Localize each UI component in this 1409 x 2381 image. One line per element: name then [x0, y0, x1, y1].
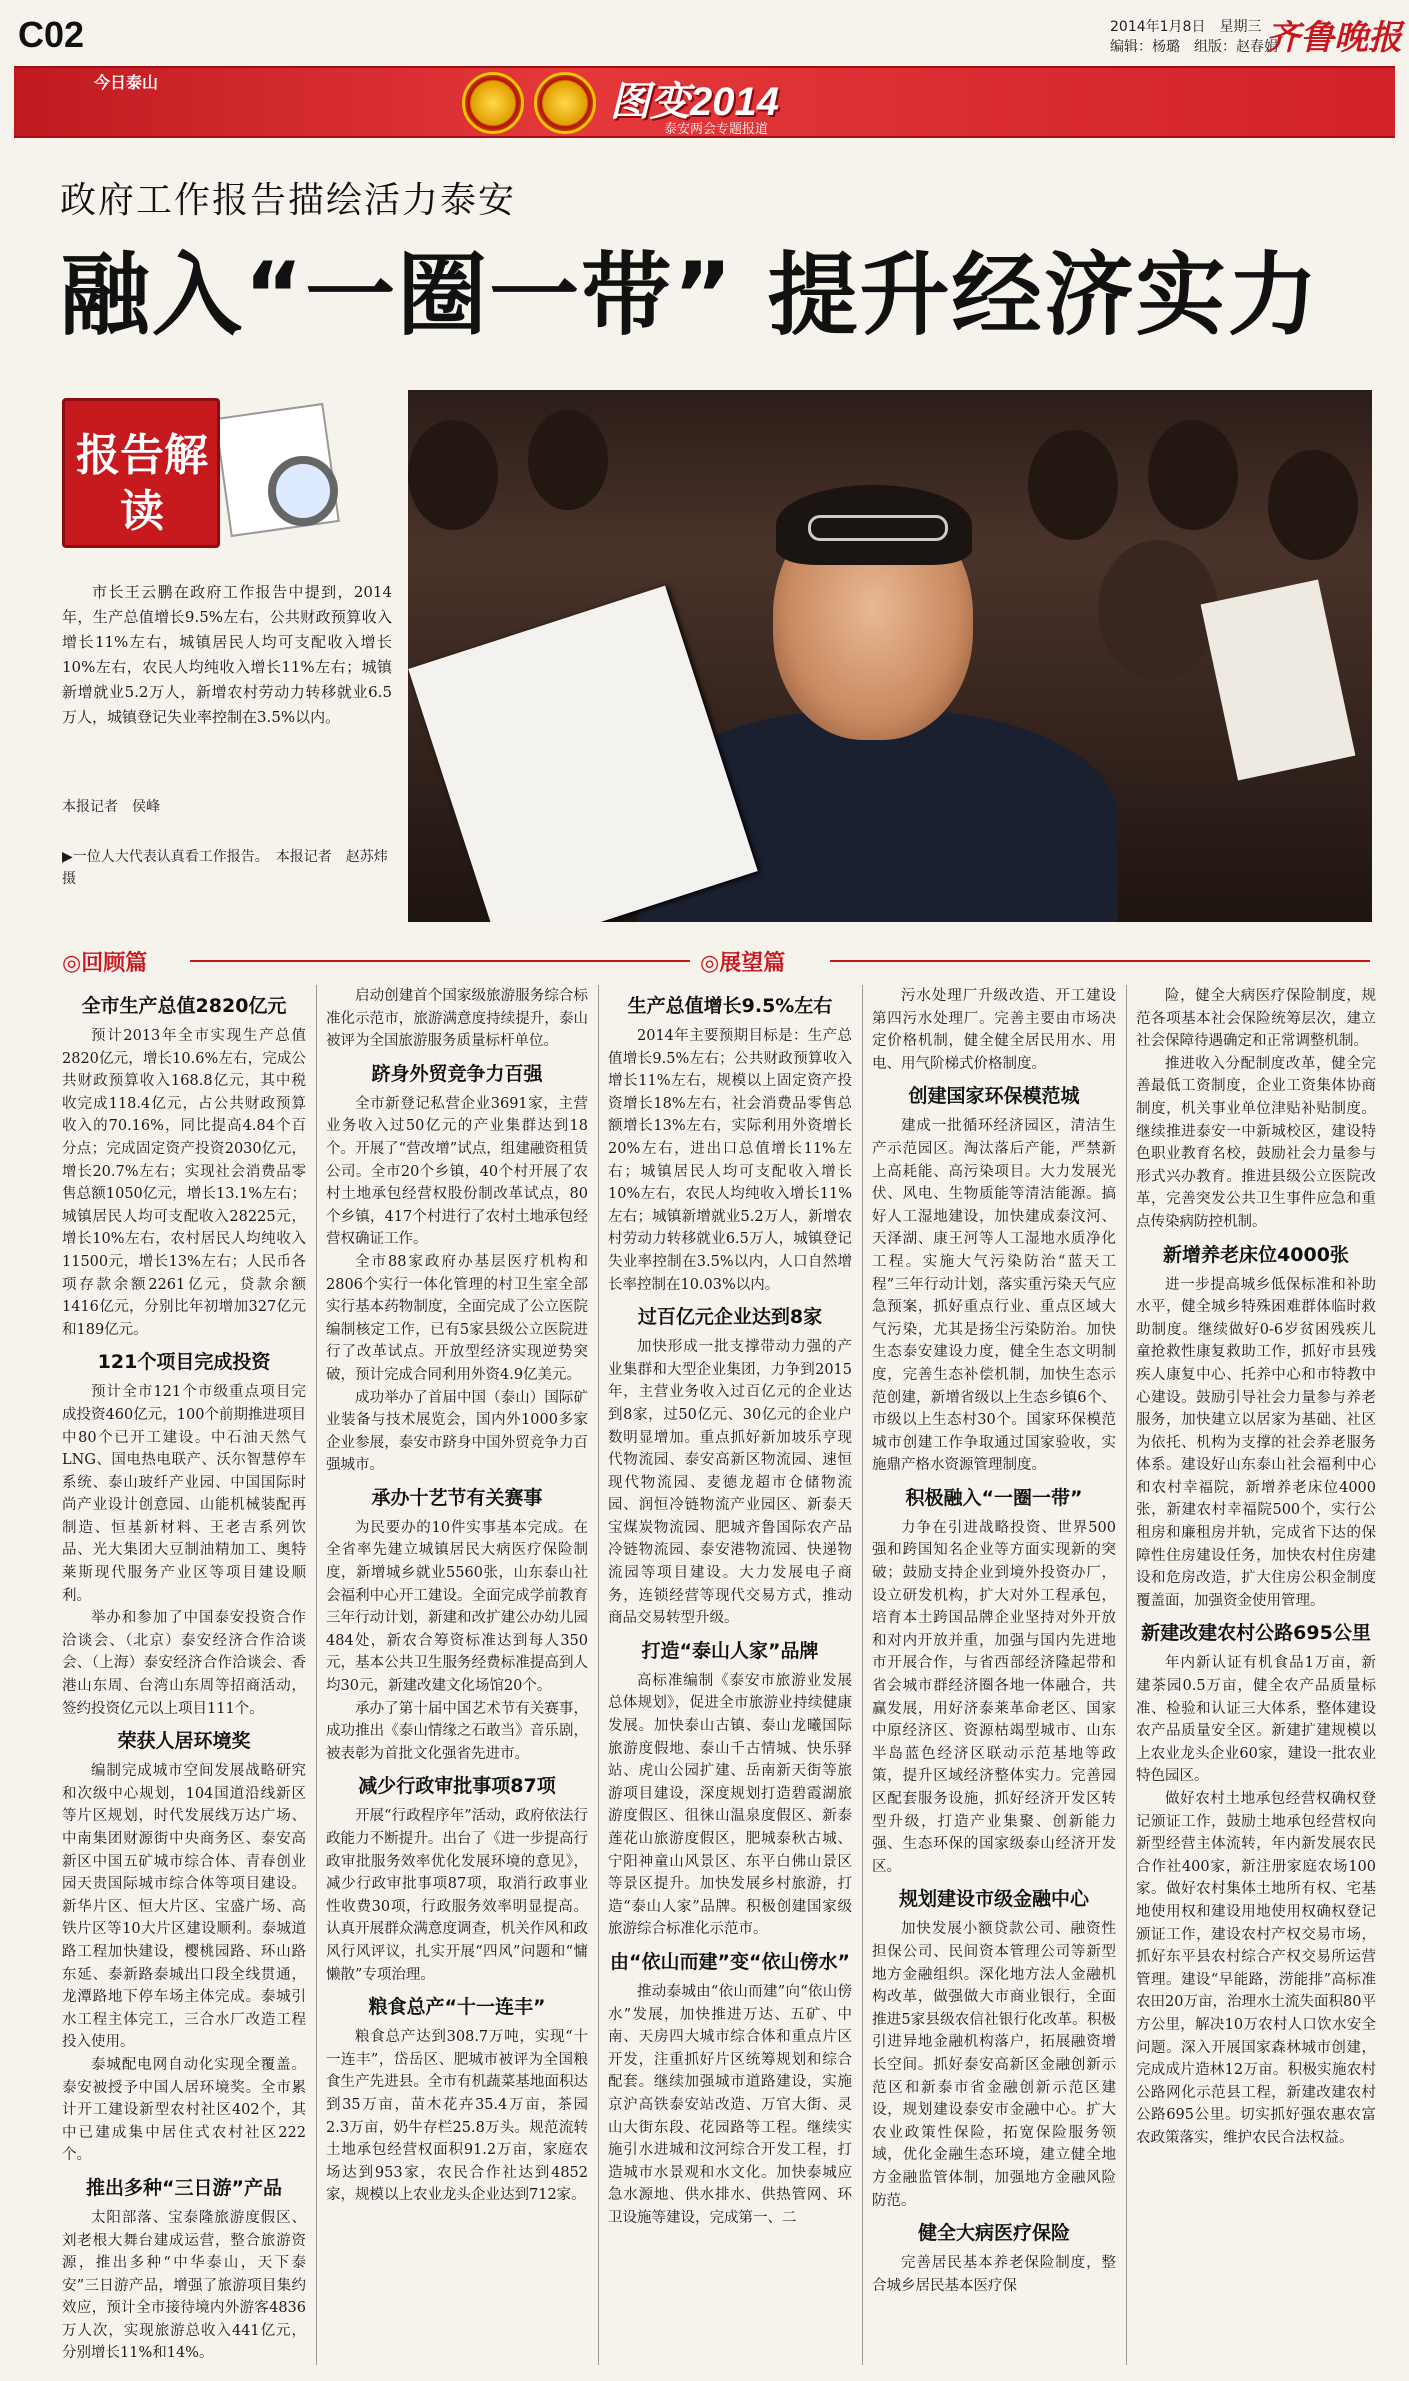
body-paragraph: 险，健全大病医疗保险制度，规范各项基本社会保险统筹层次，建立社会保障待遇确定和正常调整机制。 [1136, 988, 1376, 1050]
subheading: 健全大病医疗保险 [917, 2222, 1070, 2245]
outlook-section-title: ◎展望篇 [700, 951, 786, 976]
body-paragraph: 全市新登记私营企业3691家，主营业务收入过50亿元的产业集群达到18个。开展了“营改增”试点，组建融资租赁公司。全市20个乡镇，40个村开展了农村土地承包经营权股份制改革试点，80个乡镇，417个村进行了农村土地承包经营权确证工作。 [326, 1095, 588, 1248]
feature-subtitle: 泰安两会专题报道 [664, 122, 769, 137]
body-paragraph: 编制完成城市空间发展战略研究和次级中心规划，104国道沿线新区等片区规划，时代发展线万达广场、中南集团财源街中央商务区、泰安高新区中国五矿城市综合体、青春创业园天贵国际城市综合体等项目建设。新华片区、恒大片区、宝盛广场、高铁片区等10大片区建设顺利。泰城道路工程加快建设，樱桃园路、环山路东延、泰新路泰城出口段全线贯通，龙潭路地下停车场主体完成。泰城引水工程主体完工，三合水厂改造工程投入使用。 [62, 1763, 306, 2051]
subheading: 121个项目完成投资 [97, 1351, 271, 1374]
subheading: 打造“泰山人家”品牌 [641, 1639, 819, 1662]
subheading: 减少行政审批事项87项 [358, 1775, 556, 1798]
kicker-headline: 政府工作报告描绘活力泰安 [60, 180, 517, 221]
subheading: 全市生产总值2820亿元 [81, 995, 287, 1017]
column-rule [598, 985, 599, 2365]
body-paragraph: 完善居民基本养老保险制度，整合城乡居民基本医疗保 [872, 2255, 1116, 2294]
subheading: 规划建设市级金融中心 [898, 1888, 1089, 1911]
subheading: 创建国家环保模范城 [908, 1085, 1080, 1108]
body-paragraph: 预计2013年全市实现生产总值2820亿元，增长10.6%左右，完成公共财政预算收入168.8亿元，其中税收完成118.4亿元，占公共财政预算收入的70.16%，同比提高4.84个百分点；完成固定资产投资2030亿元，增长20.7%左右；实现社会消费品零售总额1050亿元，增长13.1%左右；城镇居民人均可支配收入28225元，增长10%左右，农村居民人均纯收入11500元，增长13%左右；人民币各项存款余额2261亿元，贷款余额1416亿元，分别比年初增加327亿元和189亿元。 [62, 1028, 306, 1338]
body-paragraph: 为民要办的10件实事基本完成。在全省率先建立城镇居民大病医疗保险制度，新增城乡就业5560张，山东泰山社会福利中心开工建设。全面完成学前教育三年行动计划，新建和改扩建公办幼儿园484处，新农合筹资标准达到每人350元，基本公共卫生服务经费标准提高到人均30元，新建改建文化场馆20个。 [326, 1519, 588, 1695]
cppcc-emblem-icon [534, 72, 596, 134]
main-headline: 融入“一圈一带” 提升经济实力 [60, 243, 1320, 348]
subheading: 过百亿元企业达到8家 [637, 1306, 823, 1329]
byline: 本报记者 侯峰 [62, 799, 160, 815]
body-paragraph: 进一步提高城乡低保标准和补助水平，健全城乡特殊困难群体临时救助制度。继续做好0-6岁贫困残疾儿童抢救性康复救助工作，抓好市县残疾人康复中心、托养中心和市特教中心建设。鼓励引导社会力量参与养老服务，加快建立以居家为基础、社区为依托、机构为支撑的社会养老服务体系。建设好山东泰山社会福利中心和农村幸福院，新增养老床位4000张，新建农村幸福院500个，实行公租房和廉租房并轨，完成省下达的保障性住房建设任务，加快农村住房建设和危房改造，扩大住房公积金制度覆盖面，加强资金使用管理。 [1136, 1276, 1376, 1609]
glasses-shape [808, 515, 948, 541]
body-paragraph: 污水处理厂升级改造、开工建设第四污水处理厂。完善主要由市场决定价格机制，健全健全居民用水、用电、用气阶梯式价格制度。 [872, 988, 1116, 1072]
subheading: 推出多种“三日游”产品 [86, 2176, 282, 2199]
subheading: 承办十艺节有关赛事 [371, 1486, 543, 1509]
column-rule [1126, 985, 1127, 2365]
body-paragraph: 建成一批循环经济园区，清洁生产示范园区。淘汰落后产能，严禁新上高耗能、高污染项目。大力发展光伏、风电、生物质能等清洁能源。搞好人工湿地建设，加快建成泰汶河、天泽湖、康王河等人工湿地水质净化工程。实施大气污染防治“蓝天工程”三年行动计划，落实重污染天气应急预案，抓好重点行业、重点区域大气污染，尤其是扬尘污染防治。加快生态泰安建设力度，健全生态文明制度，完善生态补偿机制，加快生态示范创建，新增省级以上生态乡镇6个、市级以上生态村30个。国家环保模范城市创建工作争取通过国家验收，实施鼎产格水资源管理制度。 [872, 1118, 1116, 1474]
body-paragraph: 预计全市121个市级重点项目完成投资460亿元，100个前期推进项目中80个已开工建设。中石油天然气LNG、国电热电联产、沃尔智慧停车系统、泰山玻纤产业园、中国国际时尚产业设计创意园、山能机械装配再制造、恒基新材料、王老吉系列饮品、光大集团大豆制油精加工、奥特莱斯现代服务产业区等项目建设顺利。 [62, 1384, 306, 1604]
subheading: 荣获人居环境奖 [117, 1730, 251, 1753]
body-paragraph: 太阳部落、宝泰隆旅游度假区、刘老根大舞台建成运营，整合旅游资源，推出多种“中华泰山，天下泰安”三日游产品，增强了旅游项目集约效应，预计全市接待境内外游客4836万人次，实现旅游总收入441亿元，分别增长11%和14%。 [62, 2209, 306, 2362]
body-paragraph: 推进收入分配制度改革，健全完善最低工资制度，企业工资集体协商制度，机关事业单位津贴补贴制度。继续推进泰安一中新城校区，建设特色职业教育名校，鼓励社会力量参与形式兴办教育。推进县级公立医院改革，完善突发公共卫生事件应急和重点传染病防控机制。 [1136, 1055, 1376, 1230]
body-paragraph: 启动创建首个国家级旅游服务综合标准化示范市，旅游满意度持续提升，泰山被评为全国旅游服务质量标杆单位。 [326, 988, 588, 1050]
subheading: 由“依山而建”变“依山傍水” [610, 1950, 850, 1973]
news-photo [408, 390, 1372, 922]
paper-shape [1201, 579, 1356, 780]
photo-caption: ▶一位人大代表认真看工作报告。 本报记者 赵苏炜 摄 [62, 849, 402, 887]
page-number: C02 [18, 14, 85, 55]
body-paragraph: 粮食总产达到308.7万吨，实现“十一连丰”，岱岳区、肥城市被评为全国粮食生产先进县。全市有机蔬菜基地面积达到35万亩，苗木花卉35.4万亩，茶园2.3万亩，奶牛存栏25.8万头。规范流转土地承包经营权面积91.2万亩，家庭农场达到953家，农民合作社达到4852家，规模以上农业龙头企业达到712家。 [326, 2029, 588, 2204]
body-paragraph: 泰城配电网自动化实现全覆盖。泰安被授予中国人居环境奖。全市累计开工建设新型农村社区402个，其中已建成集中居住式农村社区222个。 [62, 2056, 306, 2164]
editors-credit: 编辑：杨璐 组版：赵春娟 [1110, 39, 1278, 55]
dateline: 2014年1月8日 星期三 [1110, 19, 1262, 35]
body-paragraph: 加快形成一批支撑带动力强的产业集群和大型企业集团，力争到2015年，主营业务收入过百亿元的企业达到8家，过50亿元、30亿元的企业户数明显增加。重点抓好新加坡乐亨现代物流园、泰安高新区物流园、速恒现代物流园、麦德龙超市仓储物流园、润恒冷链物流产业园区、新泰天宝煤炭物流园、肥城齐鲁国际农产品冷链物流园、泰安港物流园、快递物流园等项目建设。大力发展电子商务，连锁经营等现代交易方式，推动商品交易转型升级。 [608, 1339, 852, 1627]
article-column-1 [62, 985, 306, 2365]
article-column-5 [1136, 985, 1376, 2365]
body-paragraph: 开展“行政程序年”活动，政府依法行政能力不断提升。出台了《进一步提高行政审批服务效率优化发展环境的意见》，减少行政审批事项87项，取消行政事业性收费30项，行政服务效率明显提高。认真开展群众满意度调查，机关作风和政风行风评议，扎实开展“四风”问题和“慵懒散”专项治理。 [326, 1808, 588, 1983]
magnifier-icon [268, 456, 338, 526]
body-paragraph: 承办了第十届中国艺术节有关赛事，成功推出《泰山情缘之石敢当》音乐剧，被表彰为首批文化强省先进市。 [326, 1700, 588, 1762]
masthead-logo: 齐鲁晚报 [1266, 18, 1402, 58]
divider [830, 960, 1370, 962]
body-paragraph: 力争在引进战略投资、世界500强和跨国知名企业等方面实现新的突破；鼓励支持企业到境外投资办厂，设立研发机构，扩大对外工程承包，培育本土跨国品牌企业坚持对外开放和对内开放并重，加强与国内先进地市开展合作，与省西部经济隆起带和省会城市群经济圈各地一体融合，共赢发展，用好济泰莱革命老区、国家中原经济区、资源枯竭型城市、山东半岛蓝色经济区联动示范基地等政策，提升区域经济整体实力。完善园区配套服务设施，抓好经济开发区转型升级，打造产业集聚、创新能力强、生态环保的国家级泰山经济开发区。 [872, 1519, 1116, 1875]
body-paragraph: 加快发展小额贷款公司、融资性担保公司、民间资本管理公司等新型地方金融组织。深化地方法人金融机构改革，做强做大市商业银行，全面推进5家县级农信社银行化改革。积极引进异地金融机构落户，拓展融资增长空间。抓好泰安高新区金融创新示范区和新泰市省金融创新示范区建设，规划建设泰安市金融中心。扩大农业政策性保险，拓宽保险服务领域，优化金融生态环境，建立健全地方金融监管体制，加强地方金融风险防范。 [872, 1921, 1116, 2209]
article-column-4 [872, 985, 1116, 2365]
body-paragraph: 推动泰城由“依山而建”向“依山傍水”发展，加快推进万达、五矿、中南、天房四大城市综合体和重点片区开发，注重抓好片区统筹规划和综合配套。继续加强城市道路建设，实施京沪高铁泰安站改造、万官大街、灵山大街东段、花园路等工程。继续实施引水进城和汶河综合开发工程，打造城市水景观和水文化。加快泰城应急水源地、供水排水、供热管网、环卫设施等建设，完成第一、二 [608, 1983, 852, 2226]
report-document-shape [408, 586, 757, 922]
column-rule [316, 985, 317, 2365]
body-paragraph: 高标准编制《泰安市旅游业发展总体规划》，促进全市旅游业持续健康发展。加快泰山古镇、泰山龙曦国际旅游度假地、泰山千古情城、快乐驿站、虎山公园扩建、岳南新天街等旅游项目建设，深度规划打造碧霞湖旅游度假区、徂徕山温泉度假区、新泰莲花山旅游度假区，肥城泰秋古城、宁阳神童山风景区、东平白佛山景区等景区提升。加快发展乡村旅游，打造“泰山人家”品牌。积极创建国家级旅游综合标准化示范市。 [608, 1672, 852, 1938]
body-paragraph: 全市88家政府办基层医疗机构和2806个实行一体化管理的村卫生室全部实行基本药物制度，全面完成了公立医院编制核定工作，已有5家县级公立医院进行了改革试点。开放型经济实现逆势突破，预计完成合同利用外资4.9亿美元。 [326, 1253, 588, 1383]
subheading: 新建改建农村公路695公里 [1141, 1622, 1371, 1645]
body-paragraph: 成功举办了首届中国（泰山）国际矿业装备与技术展览会，国内外1000多家企业参展，泰安市跻身中国外贸竞争力百强城市。 [326, 1389, 588, 1474]
subheading: 新增养老床位4000张 [1163, 1243, 1349, 1266]
feature-logo: 图变2014 [610, 80, 779, 124]
body-paragraph: 做好农村土地承包经营权确权登记颁证工作，鼓励土地承包经营权向新型经营主体流转，年内新发展农民合作社400家，新注册家庭农场100家。做好农村集体土地所有权、宅基地使用权和建设用地使用权确权登记颁证工作，建设农村产权交易市场，抓好东平县农村综合产权交易所运营管理。建设“早能路，涝能排”高标准农田20万亩，治理水土流失面积80平方公里，解决10万农村人口饮水安全问题。深入开展国家森林城市创建，完成成片造林12万亩。积极实施农村公路网化示范县工程，新建改建农村公路695公里。切实抓好强农惠农富农政策落实，维护农民合法权益。 [1136, 1791, 1376, 2146]
article-column-3 [608, 985, 852, 2365]
subheading: 粮食总产“十一连丰” [368, 1996, 546, 2019]
subheading: 生产总值增长9.5%左右 [627, 995, 833, 1017]
report-badge-label: 报告解读 [76, 430, 208, 537]
article-column-2 [326, 985, 588, 2365]
national-emblem-icon [462, 72, 524, 134]
body-paragraph: 举办和参加了中国泰安投资合作洽谈会、（北京）泰安经济合作洽谈会、（上海）泰安经济合作洽谈会、香港山东周、台湾山东周等招商活动，签约投资亿元以上项目111个。 [62, 1610, 306, 1717]
divider [190, 960, 690, 962]
subheading: 积极融入“一圈一带” [905, 1486, 1083, 1509]
subheading: 跻身外贸竞争力百强 [371, 1062, 543, 1085]
review-section-title: ◎回顾篇 [62, 951, 148, 976]
body-paragraph: 年内新认证有机食品1万亩，新建茶园0.5万亩，健全农产品质量标准、检验和认证三大体系，整体建设农产品质量安全区。新建扩建规模以上农业龙头企业60家，建设一批农业特色园区。 [1136, 1655, 1376, 1785]
section-name: 今日泰山 [94, 73, 159, 92]
body-paragraph: 2014年主要预期目标是：生产总值增长9.5%左右；公共财政预算收入增长11%左右，规模以上固定资产投资增长18%左右，社会消费品零售总额增长13%左右，实际利用外资增长20%左右，进出口总值增长11%左右；城镇居民人均可支配收入增长10%左右，农民人均纯收入增长11%左右；城镇新增就业5.2万人，新增农村劳动力转移就业6.5万人，城镇登记失业率控制在3.5%以内，人口自然增长率控制在10.03%以内。 [608, 1028, 852, 1293]
lead-paragraph: 市长王云鹏在政府工作报告中提到，2014年，生产总值增长9.5%左右，公共财政预算收入增长11%左右，城镇居民人均可支配收入增长10%左右，农民人均纯收入增长11%左右；城镇新增就业5.2万人，新增农村劳动力转移就业6.5万人，城镇登记失业率控制在3.5%以内。 [62, 583, 392, 726]
column-rule [862, 985, 863, 2365]
